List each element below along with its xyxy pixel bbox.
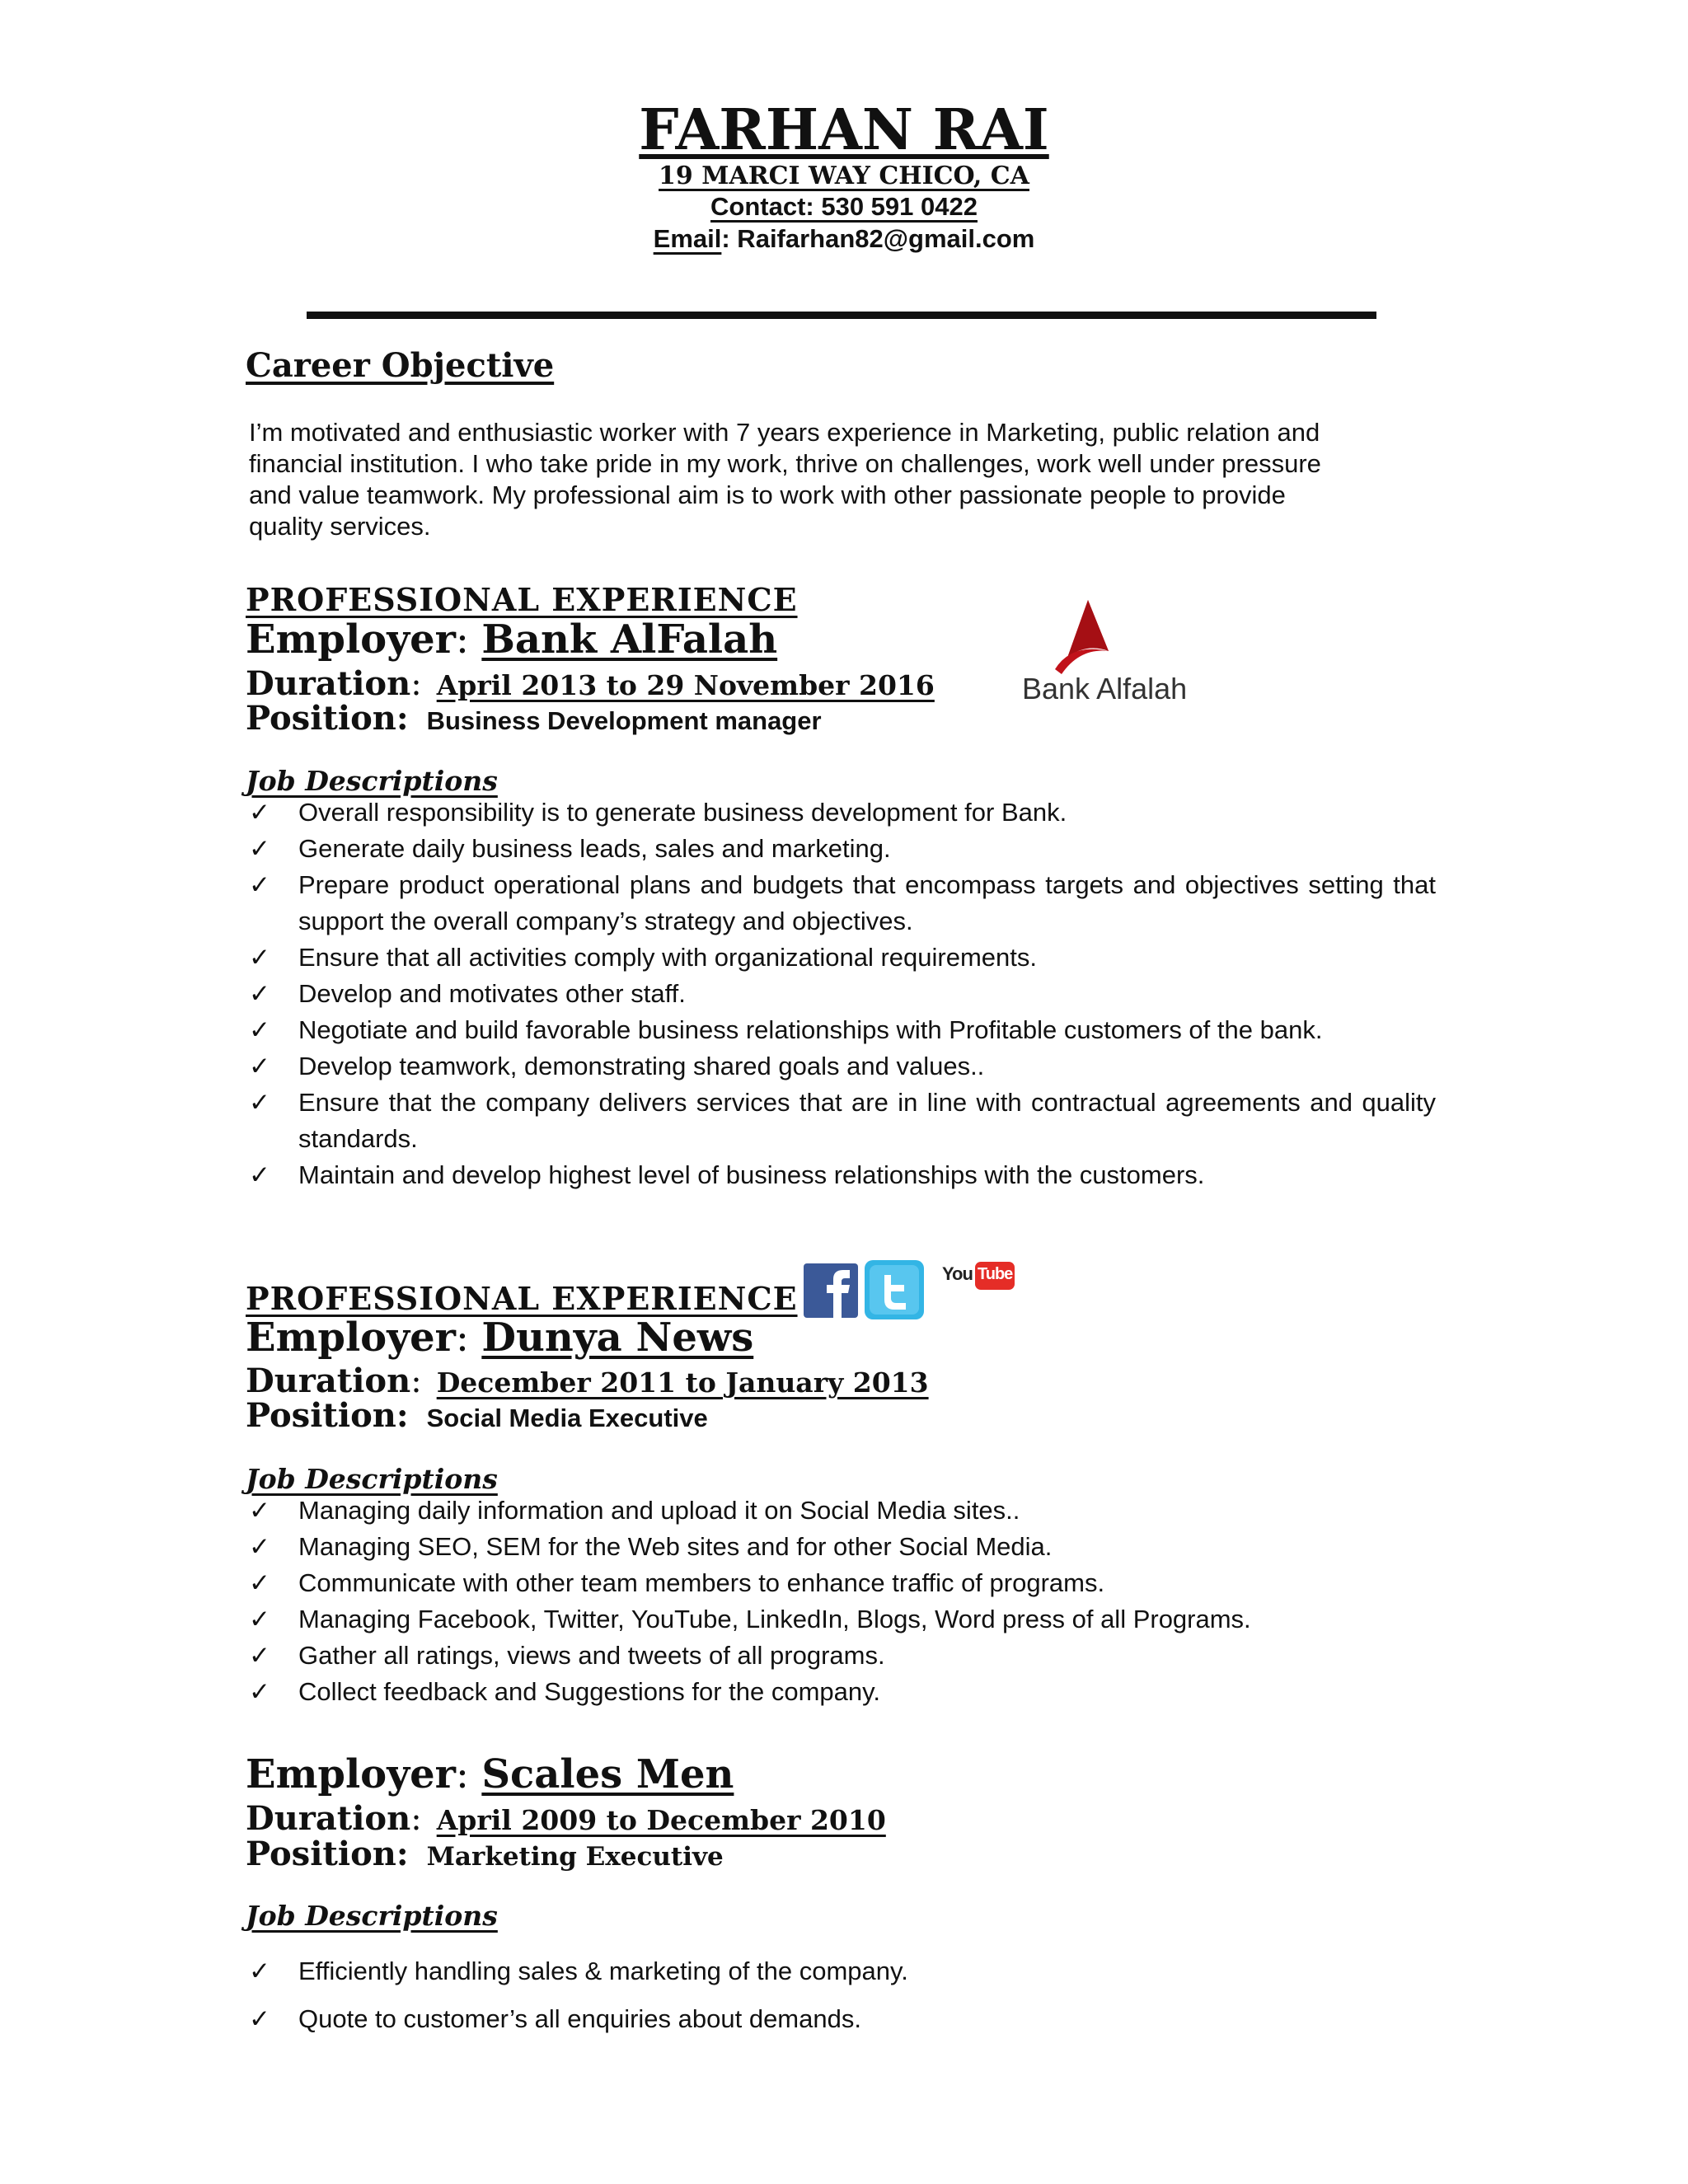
candidate-name: FARHAN RAI — [639, 97, 1049, 163]
job-duties-list — [249, 1493, 1436, 1710]
job-descriptions-heading: Job Descriptions — [246, 1900, 498, 1932]
professional-experience-heading: PROFESSIONAL EXPERIENCE — [246, 581, 798, 618]
list-item: ✓ Quote to customer’s all enquiries about demands. — [249, 2001, 1436, 2037]
employer-label: Employer — [246, 1751, 456, 1797]
list-item: ✓ Communicate with other team members to enhance traffic of programs. — [249, 1565, 1436, 1601]
list-item: ✓ Efficiently handling sales & marketing of the company. — [249, 1953, 1436, 1990]
list-item: ✓ Ensure that all activities comply with organizational requirements. — [249, 940, 1436, 976]
list-item: ✓ Negotiate and build favorable business relationships with Profitable customers of the bank. — [249, 1012, 1436, 1048]
position-line — [246, 1396, 708, 1435]
employer-line: Employer: Bank AlFalah — [246, 616, 778, 663]
list-item: ✓ Develop teamwork, demonstrating shared goals and values.. — [249, 1048, 1436, 1085]
professional-experience-heading: PROFESSIONAL EXPERIENCE — [246, 1280, 798, 1317]
checkmark-icon: ✓ — [249, 870, 270, 899]
list-item: ✓ Maintain and develop highest level of business relationships with the customers. — [249, 1157, 1436, 1193]
position-value: Social Media Executive — [426, 1404, 708, 1432]
position-value: Marketing Executive — [426, 1842, 724, 1872]
checkmark-icon: ✓ — [249, 1532, 270, 1561]
email-value[interactable]: : Raifarhan82@gmail.com — [721, 224, 1035, 253]
job-duties-list — [249, 1953, 1436, 2037]
list-item: ✓ Managing daily information and upload it on Social Media sites.. — [249, 1493, 1436, 1529]
checkmark-icon: ✓ — [249, 1015, 270, 1044]
checkmark-icon: ✓ — [249, 1088, 270, 1117]
duration-label: Duration — [246, 1361, 411, 1400]
bank-alfalah-logo-text: Bank Alfalah — [1022, 672, 1188, 705]
twitter-icon — [865, 1260, 924, 1319]
duration-line: Duration: December 2011 to January 2013 — [246, 1361, 929, 1400]
position-value: Business Development manager — [426, 706, 822, 735]
checkmark-icon: ✓ — [249, 834, 270, 863]
employer-label: Employer — [246, 616, 456, 663]
duration-value: April 2013 to 29 November 2016 — [436, 669, 935, 701]
employer-name: Dunya News — [481, 1315, 754, 1361]
position-label: Position: — [246, 1835, 409, 1873]
duration-label: Duration — [246, 664, 411, 703]
list-item: ✓ Managing Facebook, Twitter, YouTube, LinkedIn, Blogs, Word press of all Programs. — [249, 1601, 1436, 1638]
checkmark-icon: ✓ — [249, 1496, 270, 1525]
checkmark-icon: ✓ — [249, 979, 270, 1008]
contact-phone: Contact: 530 591 0422 — [710, 192, 978, 221]
facebook-icon — [804, 1263, 858, 1318]
position-line — [246, 699, 822, 738]
employer-label: Employer — [246, 1315, 456, 1361]
employer-name: Bank AlFalah — [481, 616, 778, 663]
position-label: Position: — [246, 699, 409, 738]
employer-line: Employer: Scales Men — [246, 1751, 734, 1797]
header-divider — [307, 312, 1376, 319]
duration-line: Duration: April 2013 to 29 November 2016 — [246, 664, 935, 703]
checkmark-icon: ✓ — [249, 1957, 270, 1985]
duration-value: April 2009 to December 2010 — [436, 1804, 886, 1836]
list-item: ✓ Prepare product operational plans and budgets that encompass targets and objectives setting that support the overall company’s strategy and objectives. — [249, 867, 1436, 940]
list-item: ✓ Collect feedback and Suggestions for the company. — [249, 1674, 1436, 1710]
email-line — [0, 224, 1688, 254]
employer-name: Scales Men — [481, 1751, 734, 1797]
checkmark-icon: ✓ — [249, 1160, 270, 1189]
position-line — [246, 1835, 724, 1873]
youtube-tube-text: Tube — [978, 1265, 1013, 1283]
social-media-icons — [804, 1257, 1018, 1323]
job-descriptions-heading: Job Descriptions — [246, 765, 498, 797]
duration-label: Duration — [246, 1799, 411, 1838]
job-duties-list — [249, 794, 1436, 1193]
checkmark-icon: ✓ — [249, 1568, 270, 1597]
duration-value: December 2011 to January 2013 — [436, 1366, 929, 1399]
checkmark-icon: ✓ — [249, 1605, 270, 1633]
checkmark-icon: ✓ — [249, 1641, 270, 1670]
employer-line: Employer: Dunya News — [246, 1315, 754, 1361]
checkmark-icon: ✓ — [249, 798, 270, 827]
address: 19 MARCI WAY CHICO, CA — [659, 162, 1029, 190]
list-item: ✓ Generate daily business leads, sales and marketing. — [249, 831, 1436, 867]
checkmark-icon: ✓ — [249, 2004, 270, 2033]
email-label: Email — [653, 224, 722, 253]
bank-alfalah-logo — [1022, 593, 1220, 717]
position-label: Position: — [246, 1396, 409, 1435]
job-descriptions-heading: Job Descriptions — [246, 1463, 498, 1495]
checkmark-icon: ✓ — [249, 1052, 270, 1080]
objective-line: quality services. — [249, 512, 431, 541]
career-objective-heading: Career Objective — [246, 346, 555, 385]
checkmark-icon: ✓ — [249, 1677, 270, 1706]
objective-line: and value teamwork. My professional aim is to work with other passionate people to provide — [249, 480, 1286, 509]
duration-line: Duration: April 2009 to December 2010 — [246, 1799, 886, 1838]
objective-line: I’m motivated and enthusiastic worker with 7 years experience in Marketing, public relation and — [249, 418, 1320, 447]
career-objective-text — [249, 417, 1403, 542]
list-item: ✓ Managing SEO, SEM for the Web sites and for other Social Media. — [249, 1529, 1436, 1565]
list-item: ✓ Develop and motivates other staff. — [249, 976, 1436, 1012]
list-item: ✓ Ensure that the company delivers services that are in line with contractual agreements and quality standards. — [249, 1085, 1436, 1157]
list-item: ✓ Gather all ratings, views and tweets of all programs. — [249, 1638, 1436, 1674]
objective-line: financial institution. I who take pride in my work, thrive on challenges, work well under pressure — [249, 449, 1321, 478]
youtube-you-text: You — [942, 1263, 973, 1284]
list-item: ✓ Overall responsibility is to generate business development for Bank. — [249, 794, 1436, 831]
checkmark-icon: ✓ — [249, 943, 270, 972]
